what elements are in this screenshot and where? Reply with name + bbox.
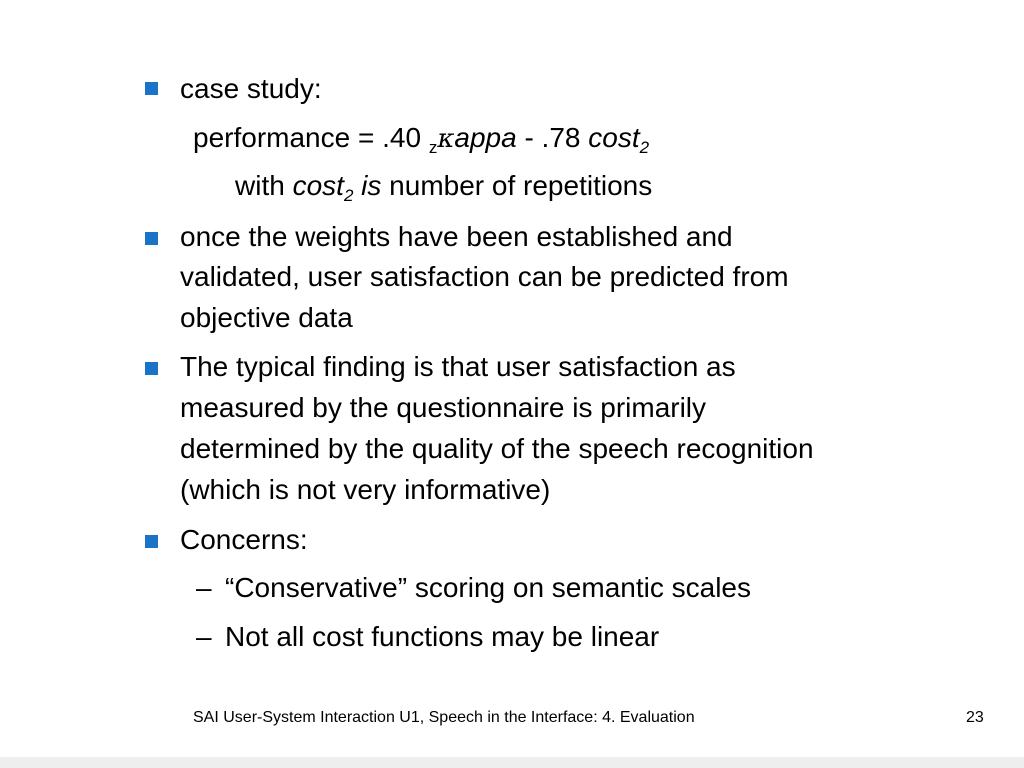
dash-bullet-icon: –	[196, 621, 212, 652]
formula-cost-subscript: 2	[639, 138, 650, 157]
square-bullet-icon	[145, 82, 158, 95]
page-number: 23	[966, 709, 984, 726]
bullet-3-line-4: (which is not very informative)	[180, 474, 551, 505]
bullet-text-case-study: case study:	[180, 73, 322, 104]
subitem-conservative-scoring: “Conservative” scoring on semantic scales	[225, 572, 751, 603]
kappa-rest: appa	[454, 122, 517, 153]
note-rest: number of repetitions	[381, 170, 653, 201]
note-is: is	[353, 170, 382, 201]
formula-lhs: performance = .40	[193, 122, 429, 153]
bullet-3-line-1: The typical finding is that user satisfaction as	[180, 351, 736, 382]
note-prefix: with	[235, 170, 293, 201]
bullet-3-line-2: measured by the questionnaire is primarily	[180, 392, 707, 423]
bottom-strip	[0, 757, 1024, 768]
formula-cost: cost	[588, 122, 640, 153]
note-cost-subscript: 2	[343, 186, 354, 205]
bullet-2-line-1: once the weights have been established and	[180, 221, 733, 252]
dash-bullet-icon: –	[196, 572, 212, 603]
subitem-linear-cost: Not all cost functions may be linear	[225, 621, 660, 652]
bullet-2-line-2: validated, user satisfaction can be predicted from	[180, 261, 789, 292]
bullet-text-concerns: Concerns:	[180, 524, 308, 555]
kappa-symbol: κ	[437, 124, 455, 154]
bullet-2-line-3: objective data	[180, 302, 353, 333]
formula-mid: - .78	[516, 122, 589, 153]
square-bullet-icon	[145, 535, 158, 548]
square-bullet-icon	[145, 232, 158, 245]
footer-title: SAI User-System Interaction U1, Speech in the Interface: 4. Evaluation	[193, 709, 695, 726]
note-cost: cost	[292, 170, 344, 201]
formula-line	[193, 117, 649, 162]
formula-subscript-z: z	[428, 138, 438, 157]
formula-note-line	[235, 165, 652, 210]
square-bullet-icon	[145, 362, 158, 375]
bullet-3-line-3: determined by the quality of the speech recognition	[180, 433, 814, 464]
